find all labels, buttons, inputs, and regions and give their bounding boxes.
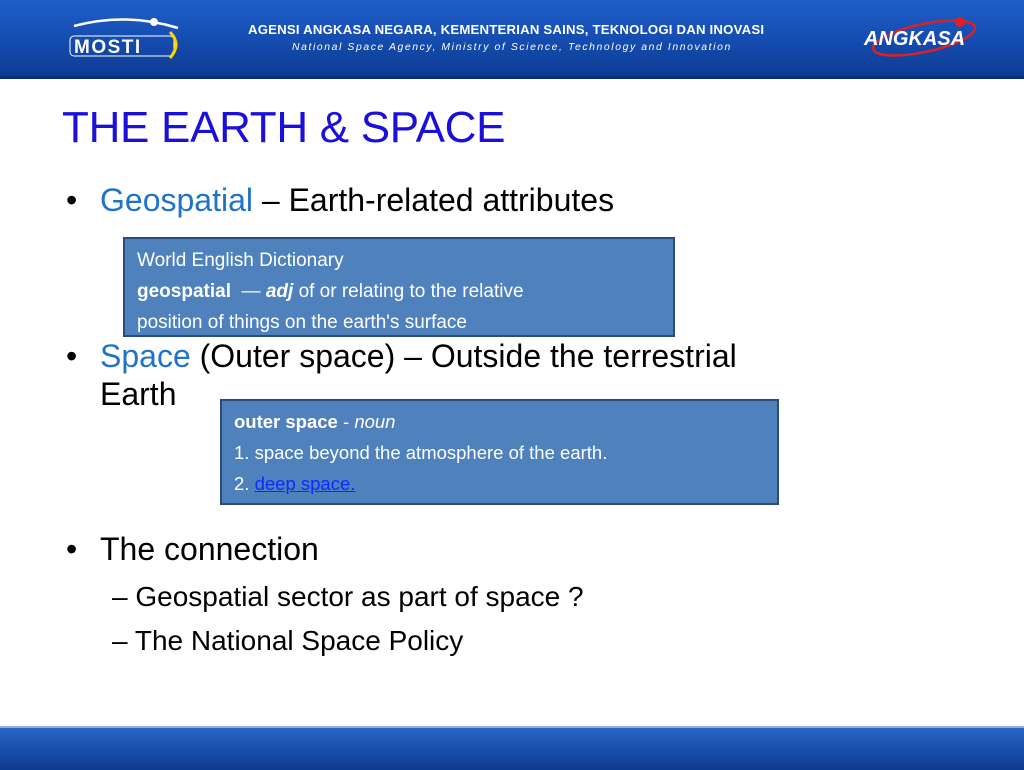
definition-geospatial-line xyxy=(137,276,673,307)
header-banner xyxy=(0,0,1024,79)
bullet-connection-text: The connection xyxy=(100,531,319,567)
term-space: Space xyxy=(100,338,191,374)
term-geospatial: Geospatial xyxy=(100,182,253,218)
headword-outer-space: outer space xyxy=(234,411,338,432)
sense-1: 1. space beyond the atmosphere of the earth. xyxy=(234,442,608,463)
agency-name-english: National Space Agency, Ministry of Science, Technology and Innovation xyxy=(292,42,732,53)
sense-2-number: 2. xyxy=(234,473,250,494)
slide-title: THE EARTH & SPACE xyxy=(62,103,506,152)
bullet-dot: • xyxy=(66,531,78,567)
dictionary-source: World English Dictionary xyxy=(137,250,344,271)
meaning-part2: position of things on the earth's surface xyxy=(137,312,467,333)
mosti-logo xyxy=(66,14,186,62)
sub-bullet-text: The National Space Policy xyxy=(134,625,464,656)
separator: - xyxy=(343,411,350,432)
part-of-speech-adj: adj xyxy=(265,281,294,302)
mosti-logo-text: MOSTI xyxy=(74,37,142,58)
meaning-part1: of or relating to the relative xyxy=(298,281,524,302)
bullet-space-text-cont: Earth xyxy=(100,376,177,412)
sub-bullet-geospatial-sector: – Geospatial sector as part of space ? xyxy=(112,581,584,612)
definition-outer-space-head xyxy=(234,406,777,437)
headword-geospatial: geospatial xyxy=(137,281,231,302)
angkasa-logo xyxy=(852,12,980,64)
footer-band xyxy=(0,726,1024,770)
sub-bullet-national-space-policy: – The National Space Policy xyxy=(112,625,464,656)
angkasa-logo-text: ANGKASA xyxy=(864,28,966,50)
deep-space-link[interactable]: deep space. xyxy=(254,473,356,494)
definition-box-outer-space xyxy=(220,399,779,505)
bullet-space-text: (Outer space) – Outside the terrestrial xyxy=(190,338,737,374)
em-dash: — xyxy=(241,281,261,302)
bullet-geospatial-text: – Earth-related attributes xyxy=(252,182,615,218)
definition-box-geospatial xyxy=(123,237,675,337)
sub-bullet-text: Geospatial sector as part of space ? xyxy=(135,581,584,612)
bullet-dot: • xyxy=(66,338,78,374)
sense-2 xyxy=(234,468,777,499)
agency-name-malay: AGENSI ANGKASA NEGARA, KEMENTERIAN SAINS, TEKNOLOGI DAN INOVASI xyxy=(248,22,765,37)
bullet-dot: • xyxy=(66,182,78,218)
part-of-speech-noun: noun xyxy=(354,411,396,432)
